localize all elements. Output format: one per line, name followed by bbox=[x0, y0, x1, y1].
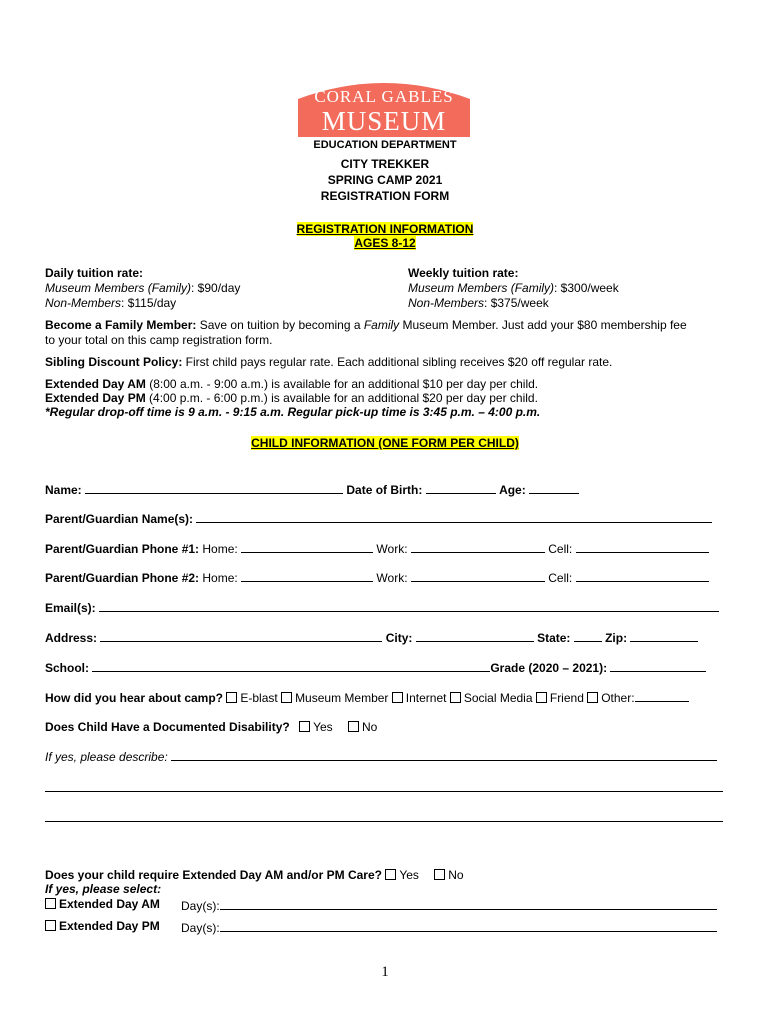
child-info-heading: CHILD INFORMATION (ONE FORM PER CHILD) bbox=[251, 436, 519, 450]
weekly-nonmembers-rate: Non-Members: $375/week bbox=[408, 296, 549, 310]
care-pm-days-row: Day(s): bbox=[181, 920, 717, 936]
department-label: EDUCATION DEPARTMENT bbox=[313, 139, 457, 151]
phone2-row: Parent/Guardian Phone #2: Home: Work: Cell: bbox=[45, 570, 709, 586]
email-input[interactable] bbox=[99, 600, 719, 612]
name-row: Name: Date of Birth: Age: bbox=[45, 482, 579, 498]
describe-line-2[interactable] bbox=[45, 791, 723, 792]
guardian-row: Parent/Guardian Name(s): bbox=[45, 511, 712, 527]
hear-museum-member-checkbox[interactable] bbox=[281, 692, 292, 703]
city-input[interactable] bbox=[416, 630, 534, 642]
page-number: 1 bbox=[381, 964, 389, 980]
title-registration-form: REGISTRATION FORM bbox=[320, 189, 450, 203]
hear-other-input[interactable] bbox=[635, 690, 689, 702]
disability-yes-checkbox[interactable] bbox=[299, 721, 310, 732]
weekly-members-rate: Museum Members (Family): $300/week bbox=[408, 281, 619, 295]
dob-input[interactable] bbox=[426, 482, 496, 494]
care-pm-checkbox[interactable] bbox=[45, 920, 56, 931]
ages-heading: AGES 8-12 bbox=[354, 236, 416, 250]
extended-care-row: Does your child require Extended Day AM and/or PM Care? Yes No bbox=[45, 868, 464, 882]
describe-line-3[interactable] bbox=[45, 821, 723, 822]
extended-am-info: Extended Day AM (8:00 a.m. - 9:00 a.m.) is available for an additional $10 per day per child. bbox=[45, 377, 539, 391]
care-am-days-input[interactable] bbox=[220, 898, 717, 910]
phone1-row: Parent/Guardian Phone #1: Home: Work: Cell: bbox=[45, 541, 709, 557]
care-am-days-row: Day(s): bbox=[181, 898, 717, 914]
daily-members-rate: Museum Members (Family): $90/day bbox=[45, 281, 241, 295]
title-city-trekker: CITY TREKKER bbox=[340, 157, 430, 171]
age-input[interactable] bbox=[529, 482, 579, 494]
daily-rate-label: Daily tuition rate: bbox=[45, 266, 144, 280]
email-row: Email(s): bbox=[45, 600, 719, 616]
phone1-home-input[interactable] bbox=[241, 541, 373, 553]
zip-input[interactable] bbox=[630, 630, 698, 642]
describe-input[interactable] bbox=[171, 749, 717, 761]
hear-eblast-checkbox[interactable] bbox=[226, 692, 237, 703]
phone2-home-input[interactable] bbox=[241, 570, 373, 582]
guardian-name-input[interactable] bbox=[196, 511, 712, 523]
extended-pm-info: Extended Day PM (4:00 p.m. - 6:00 p.m.) is available for an additional $20 per day per child. bbox=[45, 391, 538, 405]
address-input[interactable] bbox=[100, 630, 382, 642]
phone2-work-input[interactable] bbox=[411, 570, 545, 582]
care-no-checkbox[interactable] bbox=[434, 869, 445, 880]
care-yes-checkbox[interactable] bbox=[385, 869, 396, 880]
svg-text:MUSEUM: MUSEUM bbox=[321, 106, 447, 136]
hear-social-media-checkbox[interactable] bbox=[450, 692, 461, 703]
address-row: Address: City: State: Zip: bbox=[45, 630, 698, 646]
care-pm-days-input[interactable] bbox=[220, 920, 717, 932]
grade-input[interactable] bbox=[610, 660, 706, 672]
coral-gables-museum-logo bbox=[298, 75, 470, 137]
hear-about-row: How did you hear about camp? E-blast Museum Member Internet Social Media Friend Other: bbox=[45, 690, 689, 706]
school-input[interactable] bbox=[92, 660, 490, 672]
drop-off-note: *Regular drop-off time is 9 a.m. - 9:15 a.m. Regular pick-up time is 3:45 p.m. – 4:00 p.m. bbox=[45, 405, 541, 419]
phone1-cell-input[interactable] bbox=[576, 541, 709, 553]
hear-friend-checkbox[interactable] bbox=[536, 692, 547, 703]
hear-other-checkbox[interactable] bbox=[587, 692, 598, 703]
weekly-rate-label: Weekly tuition rate: bbox=[408, 266, 519, 280]
describe-row: If yes, please describe: bbox=[45, 749, 717, 765]
phone1-work-input[interactable] bbox=[411, 541, 545, 553]
disability-no-checkbox[interactable] bbox=[348, 721, 359, 732]
svg-text:CORAL GABLES: CORAL GABLES bbox=[314, 87, 454, 106]
phone2-cell-input[interactable] bbox=[576, 570, 709, 582]
care-am-checkbox[interactable] bbox=[45, 898, 56, 909]
sibling-discount: Sibling Discount Policy: First child pays regular rate. Each additional sibling receives $20 off regular rate. bbox=[45, 355, 613, 369]
title-spring-camp: SPRING CAMP 2021 bbox=[327, 173, 443, 187]
hear-internet-checkbox[interactable] bbox=[392, 692, 403, 703]
registration-heading: REGISTRATION INFORMATION bbox=[296, 222, 474, 236]
care-am-option: Extended Day AM bbox=[45, 897, 160, 912]
disability-row: Does Child Have a Documented Disability? Yes No bbox=[45, 720, 378, 734]
daily-nonmembers-rate: Non-Members: $115/day bbox=[45, 296, 177, 310]
care-pm-option: Extended Day PM bbox=[45, 919, 160, 934]
family-member-info-line2: to your total on this camp registration form. bbox=[45, 333, 273, 347]
family-member-info: Become a Family Member: Save on tuition by becoming a Family Museum Member. Just add your $80 membership fee bbox=[45, 318, 687, 332]
school-row: School: Grade (2020 – 2021): bbox=[45, 660, 706, 676]
care-select-label: If yes, please select: bbox=[45, 882, 162, 896]
name-input[interactable] bbox=[85, 482, 343, 494]
state-input[interactable] bbox=[574, 630, 602, 642]
